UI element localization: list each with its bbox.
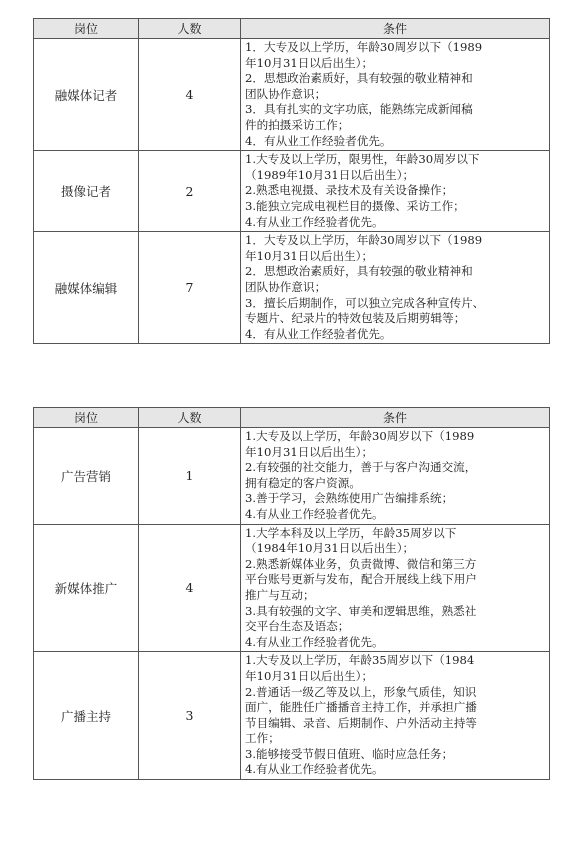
condition-line: 2.熟悉电视摄、录技术及有关设备操作； bbox=[245, 183, 454, 198]
condition-line: 专题片、纪录片的特效包装及后期剪辑等； bbox=[245, 311, 466, 326]
conditions-cell bbox=[241, 652, 550, 780]
condition-line: 4.有从业工作经验者优先。 bbox=[245, 762, 384, 777]
condition-line: （1984年10月31日以后出生）； bbox=[245, 541, 415, 556]
condition-line: 年10月31日以后出生）； bbox=[245, 55, 374, 70]
condition-line: 推广与互动； bbox=[245, 587, 315, 602]
position-cell: 广播主持 bbox=[34, 652, 139, 780]
condition-line: 4.有从业工作经验者优先。 bbox=[245, 214, 384, 229]
condition-line: 2.普通话一级乙等及以上，形象气质佳，知识 bbox=[245, 684, 477, 699]
condition-line: 3.善于学习，会熟练使用广告编排系统； bbox=[245, 491, 454, 506]
condition-line: 交平台生态及语态； bbox=[245, 619, 350, 634]
table-body bbox=[34, 428, 550, 780]
header-count: 人数 bbox=[139, 19, 241, 39]
condition-line: 面广，能胜任广播播音主持工作，并承担广播 bbox=[245, 700, 477, 715]
conditions-cell bbox=[241, 428, 550, 525]
condition-line: 件的拍摄采访工作； bbox=[245, 117, 350, 132]
condition-line: 1.大专及以上学历，年龄30周岁以下（1989 bbox=[245, 429, 475, 443]
table-header-row bbox=[34, 19, 550, 39]
header-count: 人数 bbox=[139, 408, 241, 428]
condition-line: 3．擅长后期制作，可以独立完成各种宣传片、 bbox=[245, 295, 485, 310]
condition-line: 4．有从业工作经验者优先。 bbox=[245, 133, 392, 148]
condition-line: 1.大专及以上学历，年龄35周岁以下（1984 bbox=[245, 653, 475, 668]
condition-line: 3.能独立完成电视栏目的摄像、采访工作； bbox=[245, 198, 465, 213]
recruitment-table-2 bbox=[33, 407, 550, 780]
condition-line: 1．大专及以上学历，年龄30周岁以下（1989 bbox=[245, 40, 483, 54]
count-cell: 1 bbox=[139, 428, 241, 525]
conditions-cell bbox=[241, 232, 550, 344]
header-position: 岗位 bbox=[34, 19, 139, 39]
condition-line: 3．具有扎实的文字功底，能熟练完成新闻稿 bbox=[245, 102, 473, 117]
condition-line: 2.有较强的社交能力，善于与客户沟通交流， bbox=[245, 460, 477, 475]
recruitment-table-1 bbox=[33, 18, 550, 344]
conditions-cell bbox=[241, 151, 550, 232]
condition-line: 2．思想政治素质好，具有较强的敬业精神和 bbox=[245, 71, 473, 86]
condition-line: 1.大专及以上学历，限男性，年龄30周岁以下 bbox=[245, 152, 480, 167]
table-row bbox=[34, 39, 550, 151]
condition-line: 4.有从业工作经验者优先。 bbox=[245, 634, 384, 649]
conditions-cell bbox=[241, 39, 550, 151]
position-cell: 新媒体推广 bbox=[34, 524, 139, 652]
count-cell: 3 bbox=[139, 652, 241, 780]
condition-line: 2.熟悉新媒体业务，负责微博、微信和第三方 bbox=[245, 556, 477, 571]
table-row bbox=[34, 428, 550, 525]
count-cell: 7 bbox=[139, 232, 241, 344]
condition-line: 拥有稳定的客户资源。 bbox=[245, 475, 361, 490]
position-cell: 广告营销 bbox=[34, 428, 139, 525]
table-body bbox=[34, 39, 550, 344]
condition-line: 2．思想政治素质好，具有较强的敬业精神和 bbox=[245, 264, 473, 279]
condition-line: 4．有从业工作经验者优先。 bbox=[245, 326, 392, 341]
position-cell: 摄像记者 bbox=[34, 151, 139, 232]
table-row bbox=[34, 524, 550, 652]
condition-line: 年10月31日以后出生）； bbox=[245, 668, 374, 683]
table-row bbox=[34, 232, 550, 344]
condition-line: 工作； bbox=[245, 731, 280, 746]
condition-line: （1989年10月31日以后出生）； bbox=[245, 167, 415, 182]
condition-line: 年10月31日以后出生）； bbox=[245, 248, 374, 263]
condition-line: 4.有从业工作经验者优先。 bbox=[245, 506, 384, 521]
header-conditions: 条件 bbox=[241, 408, 550, 428]
condition-line: 3.能够接受节假日值班、临时应急任务； bbox=[245, 746, 454, 761]
condition-line: 年10月31日以后出生）； bbox=[245, 444, 374, 459]
table-header-row bbox=[34, 408, 550, 428]
header-position: 岗位 bbox=[34, 408, 139, 428]
count-cell: 4 bbox=[139, 524, 241, 652]
condition-line: 团队协作意识； bbox=[245, 279, 327, 294]
table-row bbox=[34, 151, 550, 232]
count-cell: 2 bbox=[139, 151, 241, 232]
condition-line: 3.具有较强的文字、审美和逻辑思维，熟悉社 bbox=[245, 603, 477, 618]
condition-line: 1.大学本科及以上学历，年龄35周岁以下 bbox=[245, 525, 457, 540]
condition-line: 团队协作意识； bbox=[245, 86, 327, 101]
conditions-cell bbox=[241, 524, 550, 652]
condition-line: 节目编辑、录音、后期制作、户外活动主持等 bbox=[245, 715, 477, 730]
condition-line: 平台账号更新与发布，配合开展线上线下用户 bbox=[245, 572, 477, 587]
table-row bbox=[34, 652, 550, 780]
count-cell: 4 bbox=[139, 39, 241, 151]
condition-line: 1．大专及以上学历，年龄30周岁以下（1989 bbox=[245, 233, 483, 248]
position-cell: 融媒体编辑 bbox=[34, 232, 139, 344]
header-conditions: 条件 bbox=[241, 19, 550, 39]
position-cell: 融媒体记者 bbox=[34, 39, 139, 151]
